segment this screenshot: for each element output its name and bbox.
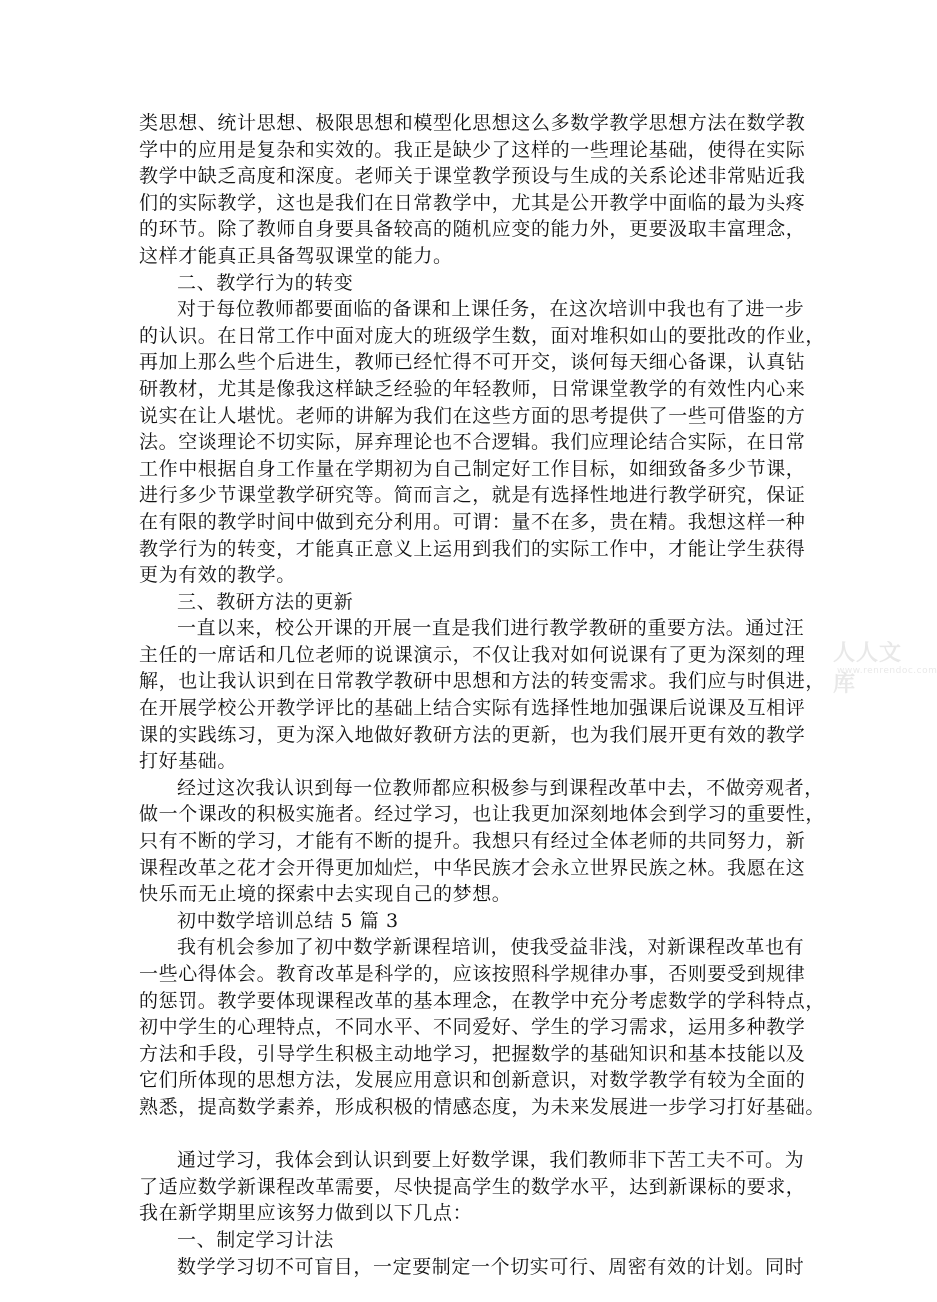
text-line: 了适应数学新课程改革需要，尽快提高学生的数学水平，达到新课标的要求， bbox=[139, 1175, 806, 1198]
text-line: 的环节。除了教师自身要具备较高的随机应变的能力外，更要汲取丰富理念， bbox=[139, 218, 806, 241]
blank-line bbox=[139, 1121, 779, 1148]
text-line: 数学学习切不可盲目，一定要制定一个切实可行、周密有效的计划。同时 bbox=[177, 1255, 805, 1278]
text-line: 说实在让人堪忧。老师的讲解为我们在这些方面的思考提供了一些可借鉴的方 bbox=[139, 404, 806, 427]
text-line: 更为有效的教学。 bbox=[139, 564, 296, 587]
text-line: 这样才能真正具备驾驭课堂的能力。 bbox=[139, 244, 453, 267]
text-line: 进行多少节课堂教学研究等。简而言之，就是有选择性地进行教学研究，保证 bbox=[139, 484, 806, 507]
text-line: 我在新学期里应该努力做到以下几点： bbox=[139, 1202, 473, 1225]
text-line: 解，也让我认识到在日常教学教研中思想和方法的转变需求。我们应与时俱进， bbox=[139, 670, 826, 693]
text-line: 类思想、统计思想、极限思想和模型化思想这么多数学教学思想方法在数学教 bbox=[139, 112, 806, 134]
text-line: 法。空谈理论不切实际，屏弃理论也不合逻辑。我们应理论结合实际，在日常 bbox=[139, 431, 806, 454]
text-line: 一直以来，校公开课的开展一直是我们进行教学教研的重要方法。通过汪 bbox=[177, 617, 805, 640]
document-body bbox=[139, 110, 826, 1280]
text-line: 在开展学校公开教学评比的基础上结合实际有选择性地加强课后说课及互相评 bbox=[139, 697, 806, 720]
text-line: 经过这次我认识到每一位教师都应积极参与到课程改革中去，不做旁观者， bbox=[177, 776, 824, 799]
text-line: 的惩罚。教学要体现课程改革的基本理念，在教学中充分考虑数学的学科特点， bbox=[139, 989, 826, 1012]
text-line: 学中的应用是复杂和实效的。我正是缺少了这样的一些理论基础，使得在实际 bbox=[139, 138, 806, 161]
watermark-logo-text: 人人文库 bbox=[833, 641, 903, 697]
text-line: 熟悉，提高数学素养，形成积极的情感态度，为未来发展进一步学习打好基础。 bbox=[139, 1095, 826, 1118]
text-line: 的认识。在日常工作中面对庞大的班级学生数，面对堆积如山的要批改的作业， bbox=[139, 324, 826, 347]
watermark-url: www.renrendoc.com bbox=[837, 666, 937, 676]
text-line: 们的实际教学，这也是我们在日常教学中，尤其是公开教学中面临的最为头疼 bbox=[139, 191, 806, 214]
text-line: 做一个课改的积极实施者。经过学习，也让我更加深刻地体会到学习的重要性， bbox=[139, 803, 826, 826]
text-line: 对于每位教师都要面临的备课和上课任务，在这次培训中我也有了进一步 bbox=[177, 298, 805, 321]
text-line: 通过学习，我体会到认识到要上好数学课，我们教师非下苦工夫不可。为 bbox=[177, 1149, 805, 1172]
text-line: 再加上那么些个后进生，教师已经忙得不可开交，谈何每天细心备课，认真钻 bbox=[139, 351, 806, 374]
text-line: 课的实践练习，更为深入地做好教研方法的更新，也为我们展开更有效的教学 bbox=[139, 723, 806, 746]
text-line: 快乐而无止境的探索中去实现自己的梦想。 bbox=[139, 883, 512, 906]
text-line: 一些心得体会。教育改革是科学的，应该按照科学规律办事，否则要受到规律 bbox=[139, 963, 806, 985]
text-line: 主任的一席话和几位老师的说课演示，不仅让我对如何说课有了更为深刻的理 bbox=[139, 643, 806, 666]
text-line: 在有限的教学时间中做到充分利用。可谓：量不在多，贵在精。我想这样一种 bbox=[139, 510, 806, 533]
text-line: 教学行为的转变，才能真正意义上运用到我们的实际工作中，才能让学生获得 bbox=[139, 537, 806, 560]
text-line: 课程改革之花才会开得更加灿烂，中华民族才会永立世界民族之林。我愿在这 bbox=[139, 856, 806, 879]
text-line: 打好基础。 bbox=[139, 750, 238, 773]
text-line: 二、教学行为的转变 bbox=[177, 271, 354, 294]
text-line: 方法和手段，引导学生积极主动地学习，把握数学的基础知识和基本技能以及 bbox=[139, 1042, 806, 1065]
text-line: 我有机会参加了初中数学新课程培训，使我受益非浅，对新课程改革也有 bbox=[177, 936, 805, 959]
text-line: 研教材，尤其是像我这样缺乏经验的年轻教师，日常课堂教学的有效性内心来 bbox=[139, 377, 806, 400]
text-line: 只有不断的学习，才能有不断的提升。我想只有经过全体老师的共同努力，新 bbox=[139, 830, 806, 853]
text-line: 初中学生的心理特点，不同水平、不同爱好、学生的学习需求，运用多种教学 bbox=[139, 1016, 806, 1039]
text-line: 教学中缺乏高度和深度。老师关于课堂教学预设与生成的关系论述非常贴近我 bbox=[139, 165, 806, 188]
text-line: 初中数学培训总结 5 篇 3 bbox=[177, 909, 399, 932]
text-line: 三、教研方法的更新 bbox=[177, 590, 354, 613]
watermark bbox=[833, 608, 937, 697]
text-line: 一、制定学习计法 bbox=[177, 1228, 334, 1251]
text-line: 它们所体现的思想方法，发展应用意识和创新意识，对数学教学有较为全面的 bbox=[139, 1069, 806, 1092]
text-line: 工作中根据自身工作量在学期初为自己制定好工作目标，如细致备多少节课， bbox=[139, 457, 806, 480]
